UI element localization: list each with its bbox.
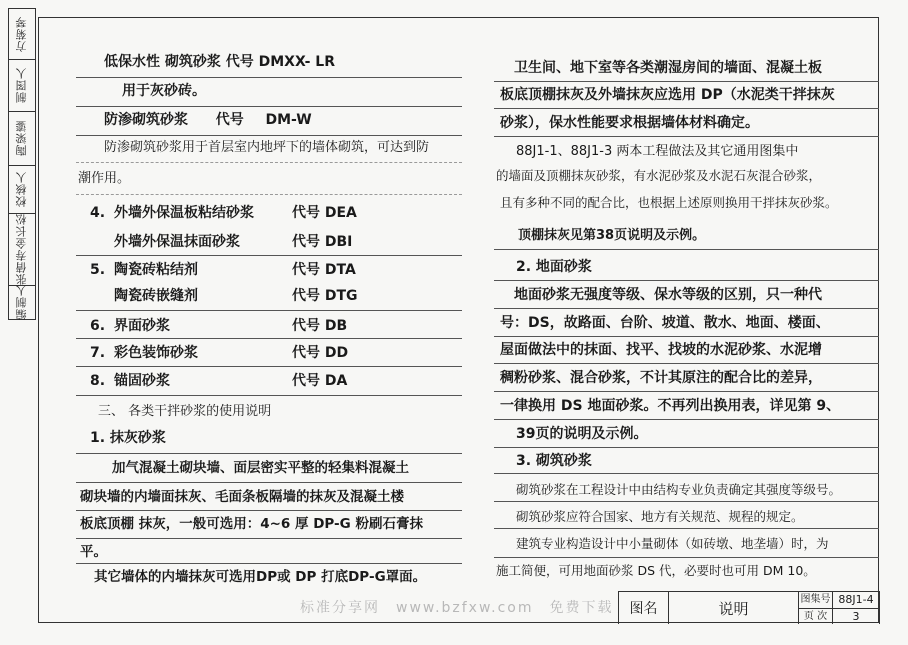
mortar-item [90, 261, 390, 279]
right-line: 砌筑砂浆应符合国家、地方有关规范、规程的规定。 [516, 509, 804, 524]
item-name: 界面砂浆 [114, 318, 170, 334]
rule [494, 501, 879, 502]
left-line: 防渗砌筑砂浆用于首层室内地坪下的墙体砌筑，可达到防 [104, 140, 430, 155]
item-number: 5. [90, 262, 106, 278]
right-line: 一律换用 DS 地面砂浆。不再列出换用表，详见第 9、 [500, 398, 841, 414]
page-number-label: 页 次 [803, 610, 828, 622]
rule [76, 162, 462, 163]
right-line: 屋面做法中的抹面、找平、找坡的水泥砂浆、水泥增 [500, 342, 822, 358]
atlas-number-label: 图集号 [799, 592, 833, 609]
rule [494, 249, 879, 250]
rule [76, 563, 462, 564]
subsection-heading: 1. 抹灰砂浆 [90, 430, 166, 446]
rule [494, 419, 879, 420]
title-block [618, 591, 880, 624]
figure-name-label: 图名 [619, 592, 669, 624]
rule [76, 106, 462, 107]
signature-strip [8, 8, 36, 320]
rule [494, 336, 879, 337]
page-number: 3 [852, 609, 860, 623]
rule [76, 310, 462, 311]
rule [494, 136, 879, 137]
rule [494, 280, 879, 281]
right-line: 砌筑砂浆在工程设计中由结构专业负责确定其强度等级号。 [516, 482, 842, 497]
rule [494, 108, 879, 109]
mortar-item [90, 372, 390, 390]
atlas-values [833, 592, 880, 624]
paragraph-line: 加气混凝土砌块墙、面层密实平整的轻集料混凝土 [112, 460, 409, 476]
right-line: 砂浆），保水性能要求根据墙体材料确定。 [500, 115, 759, 131]
code-value: DTG [324, 288, 358, 304]
right-line: 号：DS，故路面、台阶、坡道、散水、地面、楼面、 [500, 315, 830, 331]
rule [494, 363, 879, 364]
item-number: 6. [90, 318, 106, 334]
item-name: 外墙外保温板粘结砂浆 [114, 205, 254, 221]
strip-text: 张倩寿金长松 [15, 213, 28, 285]
right-line: 板底顶棚抹灰及外墙抹灰应选用 DP（水泥类干拌抹灰 [500, 87, 835, 103]
item-number: 8. [90, 373, 106, 389]
code-label: 代号 [292, 288, 320, 304]
code-value: DBI [324, 234, 353, 250]
right-line: 建筑专业构造设计中小量砌体（如砖墩、地垄墙）时，为 [516, 536, 829, 551]
code-value: DD [324, 345, 349, 361]
rule [494, 308, 879, 309]
section-heading: 三、 各类干拌砂浆的使用说明 [98, 404, 272, 419]
mortar-item [90, 287, 390, 305]
mortar-item [90, 233, 390, 251]
rule [76, 338, 462, 339]
left-line: 潮作用。 [78, 171, 131, 186]
mortar-item [90, 344, 390, 362]
subsection-heading: 2. 地面砂浆 [516, 259, 592, 275]
left-line: 低保水性 砌筑砂浆 代号 DMXX- LR [104, 54, 336, 70]
item-name: 陶瓷砖嵌缝剂 [114, 288, 198, 304]
right-line: 且有多种不同的配合比，也根据上述原则换用干拌抹灰砂浆。 [500, 195, 838, 210]
rule [494, 81, 879, 82]
code-value: DEA [324, 205, 357, 221]
item-name: 彩色装饰砂浆 [114, 345, 198, 361]
item-name: 锚固砂浆 [114, 373, 170, 389]
strip-cell [9, 213, 35, 286]
left-line: 用于灰砂砖。 [122, 83, 206, 99]
rule [76, 135, 462, 136]
code-label: 代号 [292, 373, 320, 389]
rule [76, 482, 462, 483]
paragraph-line: 砌块墙的内墙面抹灰、毛面条板隔墙的抹灰及混凝土楼 [80, 489, 404, 505]
code-value: DA [324, 373, 348, 389]
strip-text: 编制人 [15, 284, 28, 320]
rule [76, 194, 462, 195]
rule [494, 528, 879, 529]
strip-cell [9, 9, 35, 60]
strip-cell [9, 285, 35, 319]
mortar-name: 防渗砌筑砂浆 [104, 112, 188, 128]
code-label: 代号 [292, 205, 320, 221]
paragraph-line: 平。 [80, 544, 107, 560]
item-number: 4. [90, 205, 106, 221]
code-label: 代号 [292, 262, 320, 278]
right-line: 稠粉砂浆、混合砂浆，不计其原注的配合比的差异， [500, 370, 822, 386]
right-line: 施工简便，可用地面砂浆 DS 代，必要时也可用 DM 10。 [496, 563, 816, 578]
strip-text: 制图人 [15, 67, 28, 103]
rule [76, 453, 462, 454]
strip-text: 陶梁鎏 [15, 120, 28, 156]
rule [76, 366, 462, 367]
rule [494, 447, 879, 448]
code-value: DM-W [265, 112, 312, 128]
right-line: 顶棚抹灰见第38页说明及示例。 [518, 228, 706, 243]
right-line: 88J1-1、88J1-3 两本工程做法及其它通用图集中 [516, 144, 799, 159]
code-label: 代号 [292, 345, 320, 361]
rule [494, 557, 879, 558]
rule [76, 538, 462, 539]
paragraph-line: 其它墙体的内墙抹灰可选用DP或 DP 打底DP-G罩面。 [94, 569, 427, 585]
code-value: DB [324, 318, 348, 334]
left-line [104, 111, 312, 129]
right-line: 39页的说明及示例。 [516, 426, 648, 442]
code-label: 代号 [215, 112, 244, 128]
figure-name: 说明 [669, 592, 799, 624]
rule [494, 391, 879, 392]
rule [76, 77, 462, 78]
item-name: 陶瓷砖粘结剂 [114, 262, 198, 278]
rule [494, 473, 879, 474]
right-line: 地面砂浆无强度等级、保水等级的区别，只一种代 [514, 287, 822, 303]
right-line: 卫生间、地下室等各类潮湿房间的墙面、混凝土板 [514, 60, 822, 76]
watermark-text: 标准分享网 www.bzfxw.com 免费下载 [300, 600, 614, 616]
rule [76, 255, 462, 256]
item-number: 7. [90, 345, 106, 361]
mortar-item [90, 204, 390, 222]
code-value: DTA [324, 262, 356, 278]
strip-cell [9, 165, 35, 214]
rule [76, 395, 462, 396]
right-line: 的墙面及顶棚抹灰砂浆，有水泥砂浆及水泥石灰混合砂浆， [496, 168, 822, 183]
rule [76, 510, 462, 511]
paragraph-line: 板底顶棚 抹灰，一般可选用：4~6 厚 DP-G 粉刷石膏抹 [80, 516, 423, 532]
subsection-heading: 3. 砌筑砂浆 [516, 453, 592, 469]
code-label: 代号 [292, 318, 320, 334]
strip-cell [9, 111, 35, 166]
item-name: 外墙外保温抹面砂浆 [114, 234, 240, 250]
strip-text: 方菊琴 [15, 16, 28, 52]
strip-text: 校核人 [15, 171, 28, 207]
strip-cell [9, 59, 35, 112]
code-label: 代号 [292, 234, 320, 250]
atlas-number: 88J1-4 [833, 592, 880, 609]
mortar-item [90, 317, 390, 335]
atlas-labels [799, 592, 833, 624]
